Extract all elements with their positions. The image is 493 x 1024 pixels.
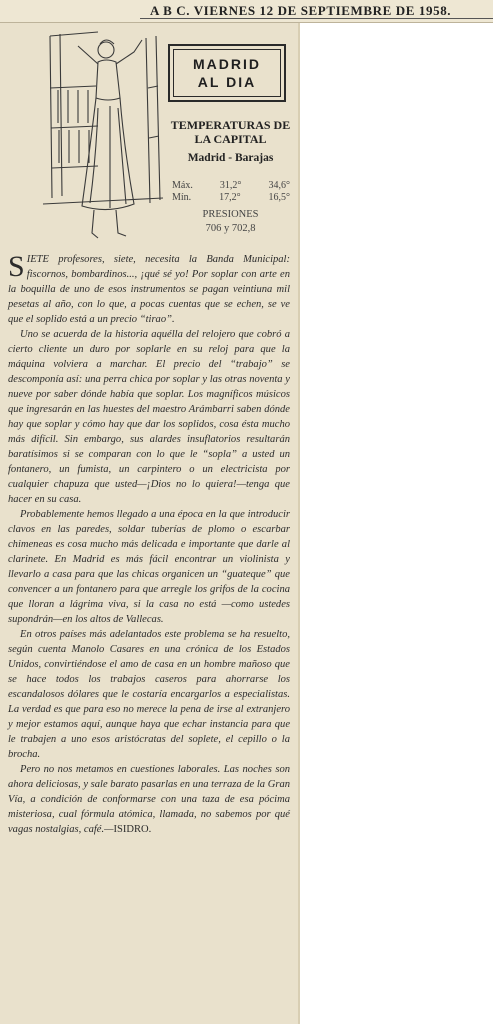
masthead-line-1: MADRID [193,56,261,72]
header-dateline: A B C. VIERNES 12 DE SEPTIEMBRE DE 1958. [150,3,452,18]
pressures-block [168,208,293,236]
max-barajas: 34,6° [268,180,290,191]
max-madrid: 31,2° [219,180,242,191]
article-paragraph: Probablemente hemos llegado a una época en la que introducir clavos en las paredes, soldar tuberías de plomo o escarbar chimeneas es cosa mucho más delicada e importante que darle al clarinete. En Madrid es más fácil encontrar un violinista y llevarlo a casa para que las chicas organicen un “guateque” que convencer a un fontanero para que arregle los grifos de la cocina que lloran a lágrima viva, si la casa no está —como ustedes supondrán—en los altos de Vallecas. [8,509,290,625]
min-barajas: 16,5° [268,192,290,203]
max-label: Máx. [172,180,193,191]
paragraph-text: Pero no nos metamos en cuestiones laborales. Las noches son ahora deliciosas, y sale barato pasarlas en una terraza de la Gran Vía, a condición de conformarse con una taza de esa pócima misteriosa, cual fórmula atómica, llamada, no sabemos por qué vagas nostalgias, café.— [8,764,290,835]
paragraph-text: IETE profesores, siete, necesita la Banda Municipal: fiscornos, bombardinos..., ¡qué sé yo! Por soplar con arte en la boquilla de uno de esos instrumentos se pagan veintiuna mil pesetas al año, con lo que, a pocas cuentas que se echen, se ve que el soplido está a un precio “tirao”. [8,254,290,325]
article-paragraph: En otros países más adelantados este problema se ha resuelto, según cuenta Manolo Casares en una crónica de los Estados Unidos, convirtiéndose el amo de casa en un hombre mañoso que se hace todos los trabajos caseros para ahorrarse los escandalosos dólares que le costaría encargarlos a especialistas. La verdad es que para eso no merece la pena de irse al extranjero y mejor estamos aquí, aunque haya que echar instancia para que le trabajen a uno esos aristócratas del soplete, el cepillo o la brocha. [8,629,290,760]
header-rule [140,18,493,19]
min-label: Mín. [172,192,192,203]
woman-at-window-illustration [38,28,168,253]
drop-cap: S [8,250,25,283]
newspaper-header [0,0,493,23]
article-paragraph [8,762,290,837]
article-paragraph: Uno se acuerda de la historia aquélla del relojero que cobró a cierto cliente un duro por soplarle en su reloj para que la máquina volviera a marchar. El precio del “trabajo” se descomponía así: una perra chica por soplar y las otras noventa y nueve por saber dónde había que soplar. Los magníficos músicos que ingresarán en las huestes del maestro Arámbarri saben dónde hay que soplar y cómo hay que dar los soplidos, cosa ésta mucho más difícil. Sin embargo, sus alardes insuflatorios resultarán baratísimos si se comparan con lo que le “sopla” a usted un fontanero, un fumista, un carpintero o un electricista por cualquier chapuza que usted—¡Dios no lo quiera!—tenga que hacer en su casa. [8,329,290,505]
article-paragraph [8,252,290,327]
article-body [8,252,290,837]
madrid-al-dia-masthead [168,44,286,102]
pressures-values: 706 y 702,8 [205,223,256,234]
temperatures-heading: TEMPERATURAS DE LA CAPITAL [170,118,291,146]
max-row [172,180,290,192]
temperature-cities: Madrid - Barajas [187,152,274,164]
temperature-readings [172,180,290,204]
author-signature: ISIDRO. [113,824,152,835]
masthead-line-2: AL DIA [197,74,257,90]
min-row [172,192,290,204]
pressures-label: PRESIONES [202,209,259,220]
min-madrid: 17,2° [219,192,241,203]
